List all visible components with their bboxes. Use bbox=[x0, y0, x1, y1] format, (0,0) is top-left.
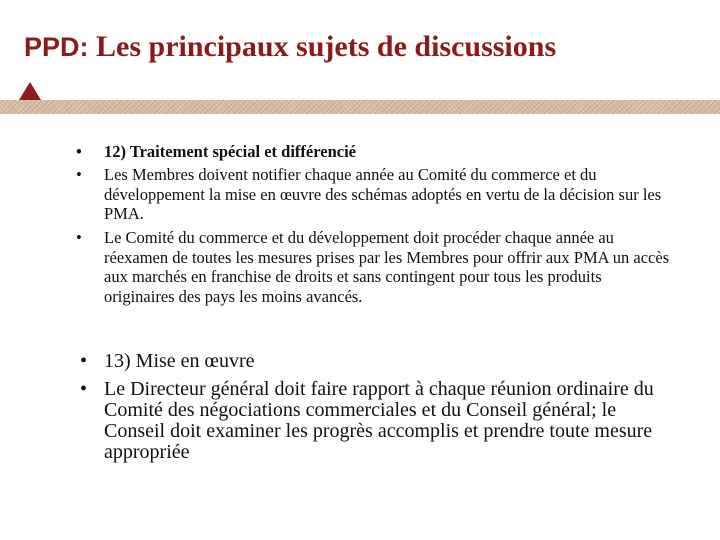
bullet-item bbox=[76, 142, 676, 162]
bullet-icon: • bbox=[76, 165, 82, 184]
bullet-text: 12) Traitement spécial et différencié bbox=[104, 142, 357, 161]
bullet-text: 13) Mise en œuvre bbox=[104, 350, 255, 372]
bullet-item bbox=[80, 350, 676, 372]
bullet-icon: • bbox=[80, 350, 88, 372]
title-prefix: PPD: bbox=[24, 32, 89, 62]
bullet-icon: • bbox=[80, 378, 88, 400]
bullet-text: Le Comité du commerce et du développement doit procéder chaque année au réexamen de toutes les mesures prises par les Membres pour offrir aux PMA un accès aux marchés en franchise de droits et sans contingent pour tous les produits originaires des pays les moins avancés. bbox=[104, 228, 670, 306]
bullet-text: Les Membres doivent notifier chaque année au Comité du commerce et du développement la mise en œuvre des schémas adoptés en vertu de la décision sur les PMA. bbox=[104, 165, 662, 223]
title-text: Les principaux sujets de discussions bbox=[96, 30, 557, 63]
bullet-item bbox=[80, 378, 676, 463]
bullet-item bbox=[76, 165, 676, 224]
bullet-icon: • bbox=[76, 142, 82, 161]
bullet-icon: • bbox=[76, 228, 82, 247]
bullet-item bbox=[76, 228, 676, 306]
bullet-text: Le Directeur général doit faire rapport à chaque réunion ordinaire du Comité des négociations commerciales et du Conseil général; le Conseil doit examiner les progrès accomplis et prendre toute mesure appropriée bbox=[104, 378, 654, 463]
